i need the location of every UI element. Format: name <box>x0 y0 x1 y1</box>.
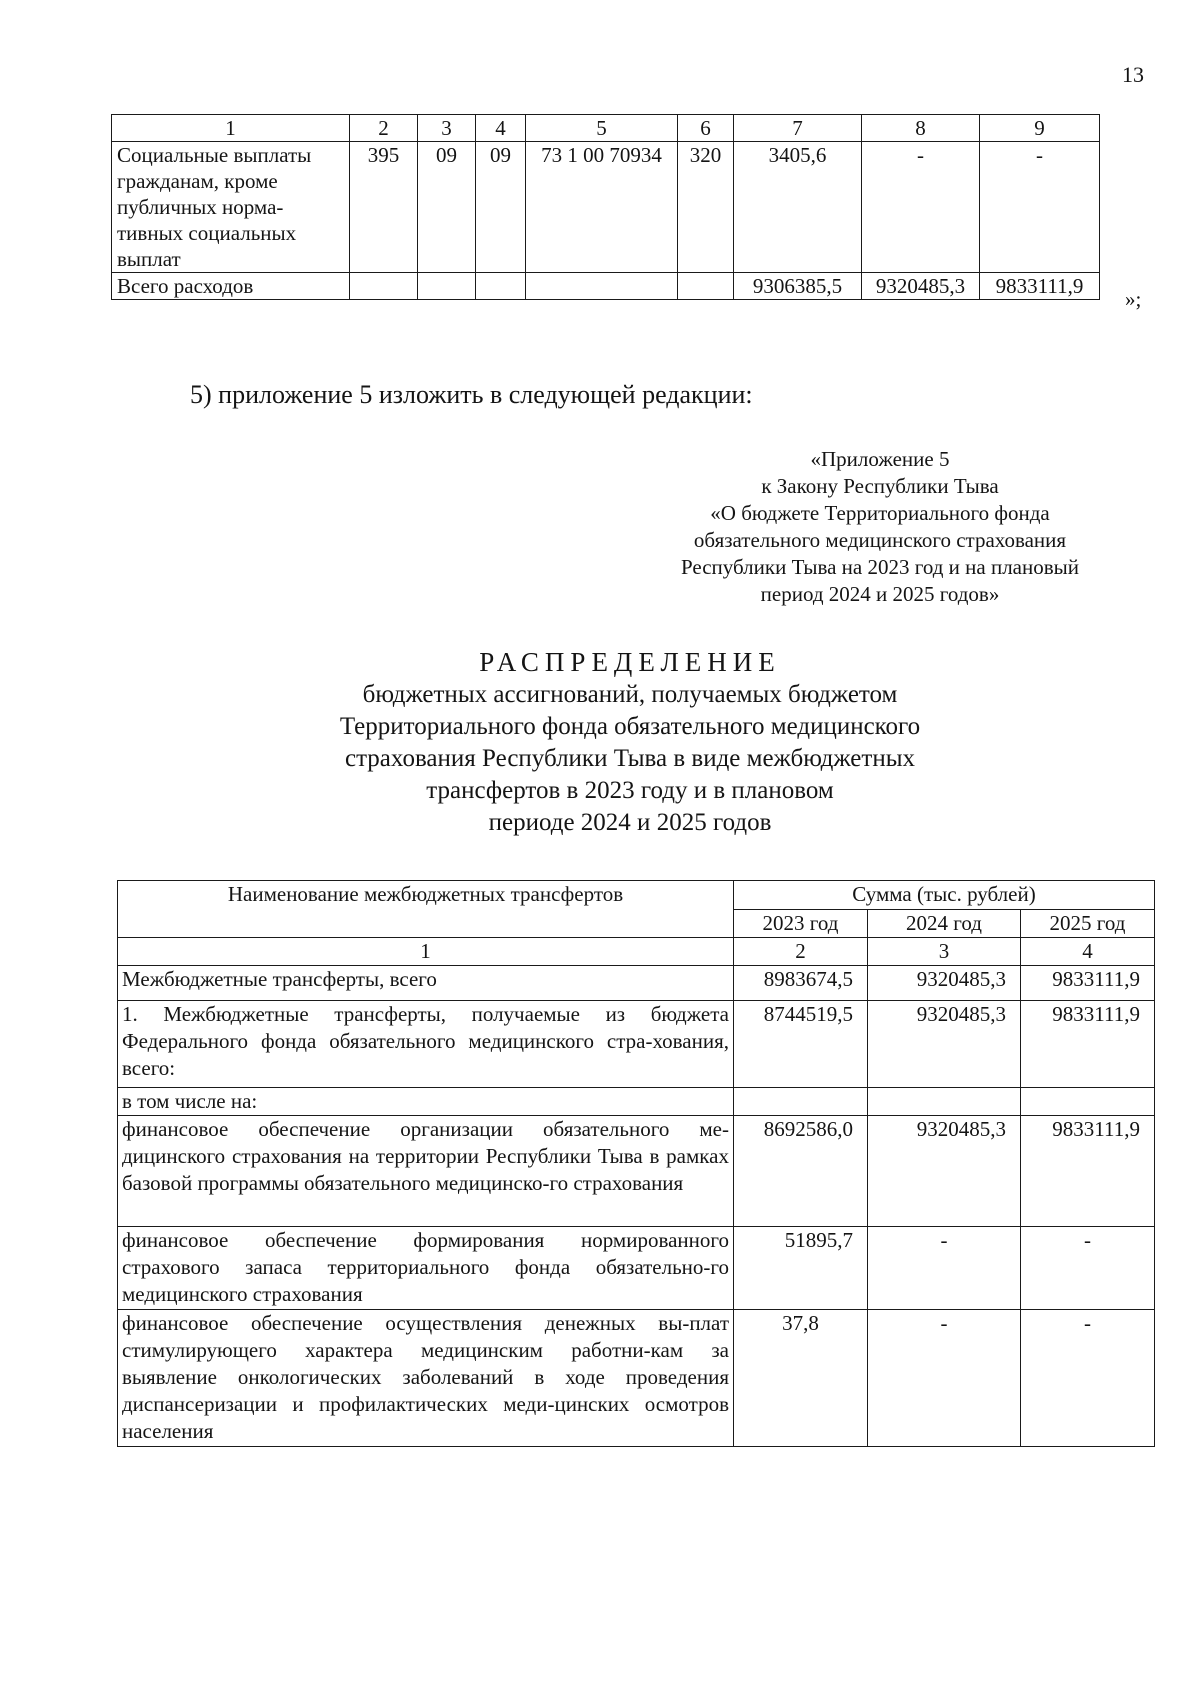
value-2025: - <box>1021 1227 1155 1310</box>
value-2025: 9833111,9 <box>1021 1116 1155 1227</box>
value-2023: 8692586,0 <box>734 1116 868 1227</box>
cell-value: 395 <box>350 142 418 273</box>
cell-value: - <box>862 142 980 273</box>
column-number: 6 <box>678 115 734 142</box>
table-column-numbers <box>118 938 1155 966</box>
row-name: финансовое обеспечение формирования нормированного страхового запаса территориального фонда обязательно-го медицинского страхования <box>118 1227 734 1310</box>
value-2023: 8983674,5 <box>734 966 868 1001</box>
appendix-line: обязательного медицинского страхования <box>693 528 1067 552</box>
column-number: 1 <box>118 938 734 966</box>
document-title: РАСПРЕДЕЛЕНИЕ <box>479 647 781 677</box>
appendix-line: «Приложение 5 <box>810 447 950 471</box>
cell-value: 320 <box>678 142 734 273</box>
column-number: 4 <box>1021 938 1155 966</box>
column-number: 8 <box>862 115 980 142</box>
value-2025: 9833111,9 <box>1021 1001 1155 1088</box>
value-2024 <box>868 1088 1021 1116</box>
value-2024: 9320485,3 <box>868 1001 1021 1088</box>
subtitle-line: страхования Республики Тыва в виде межбюджетных <box>344 745 915 772</box>
value-2023: 51895,7 <box>734 1227 868 1310</box>
header-sum: Сумма (тыс. рублей) <box>734 881 1155 910</box>
appendix-header <box>620 446 1140 608</box>
row-name: 1. Межбюджетные трансферты, получаемые из бюджета Федерального фонда обязательного медицинского стра-хования, всего: <box>118 1001 734 1088</box>
cell-value <box>526 273 678 300</box>
value-2024: 9320485,3 <box>868 966 1021 1001</box>
appendix-line: Республики Тыва на 2023 год и на плановый <box>680 555 1079 579</box>
cell-value: 9833111,9 <box>980 273 1100 300</box>
column-number: 9 <box>980 115 1100 142</box>
subtitle-line: бюджетных ассигнований, получаемых бюджетом <box>362 681 898 708</box>
table-row <box>118 966 1155 1001</box>
column-number: 4 <box>476 115 526 142</box>
table-row <box>112 142 1100 273</box>
cell-value: 09 <box>476 142 526 273</box>
cell-value <box>476 273 526 300</box>
table-row <box>118 1088 1155 1116</box>
value-2024: 9320485,3 <box>868 1116 1021 1227</box>
document-title-block <box>180 645 1080 839</box>
row-name: финансовое обеспечение организации обязательного ме-дицинского страхования на территории Республики Тыва в рамках базовой программы обязательного медицинско-го страхования <box>118 1116 734 1227</box>
expenses-table <box>111 114 1100 300</box>
subtitle-line: периоде 2024 и 2025 годов <box>488 809 772 836</box>
column-number: 2 <box>350 115 418 142</box>
page-number: 13 <box>1122 62 1144 87</box>
closing-quote: »; <box>1125 287 1142 311</box>
value-2023: 8744519,5 <box>734 1001 868 1088</box>
appendix-line: к Закону Республики Тыва <box>761 474 999 498</box>
header-year: 2025 год <box>1021 909 1155 938</box>
table-row <box>118 1116 1155 1227</box>
value-2025: 9833111,9 <box>1021 966 1155 1001</box>
cell-value: 9320485,3 <box>862 273 980 300</box>
appendix-line: «О бюджете Территориального фонда <box>710 501 1050 525</box>
appendix-line: период 2024 и 2025 годов» <box>760 582 1000 606</box>
value-2024: - <box>868 1310 1021 1447</box>
table-row <box>118 1227 1155 1310</box>
cell-value <box>678 273 734 300</box>
cell-value: 9306385,5 <box>734 273 862 300</box>
table-header-row <box>118 881 1155 910</box>
row-name: в том числе на: <box>118 1088 734 1116</box>
header-name-column: Наименование межбюджетных трансфертов <box>118 881 734 938</box>
row-name: Межбюджетные трансферты, всего <box>118 966 734 1001</box>
column-number: 7 <box>734 115 862 142</box>
column-number: 3 <box>868 938 1021 966</box>
row-name: финансовое обеспечение осуществления денежных вы-плат стимулирующего характера медицинским работни-кам за выявление онкологических заболеваний в ходе проведения диспансеризации и профилактических меди-цинских осмотров населения <box>118 1310 734 1447</box>
row-name: Социальные выплаты гражданам, кроме публичных норма-тивных социальных выплат <box>112 142 350 273</box>
table-row <box>112 273 1100 300</box>
cell-value: 73 1 00 70934 <box>526 142 678 273</box>
value-2024: - <box>868 1227 1021 1310</box>
cell-value <box>418 273 476 300</box>
column-number: 1 <box>112 115 350 142</box>
column-number: 3 <box>418 115 476 142</box>
value-2025 <box>1021 1088 1155 1116</box>
table-row <box>118 1310 1155 1447</box>
cell-value: 09 <box>418 142 476 273</box>
value-2023: 37,8 <box>734 1310 868 1447</box>
transfers-table <box>117 880 1155 1447</box>
header-year: 2024 год <box>868 909 1021 938</box>
cell-value: 3405,6 <box>734 142 862 273</box>
column-number: 5 <box>526 115 678 142</box>
column-number: 2 <box>734 938 868 966</box>
row-name: Всего расходов <box>112 273 350 300</box>
subtitle-line: Территориального фонда обязательного медицинского <box>339 713 921 740</box>
value-2025: - <box>1021 1310 1155 1447</box>
instruction-text: 5) приложение 5 изложить в следующей редакции: <box>190 380 753 409</box>
value-2023 <box>734 1088 868 1116</box>
cell-value: - <box>980 142 1100 273</box>
table-row <box>118 1001 1155 1088</box>
expenses-table-column-numbers <box>112 115 1100 142</box>
header-year: 2023 год <box>734 909 868 938</box>
subtitle-line: трансфертов в 2023 году и в плановом <box>426 777 834 804</box>
cell-value <box>350 273 418 300</box>
